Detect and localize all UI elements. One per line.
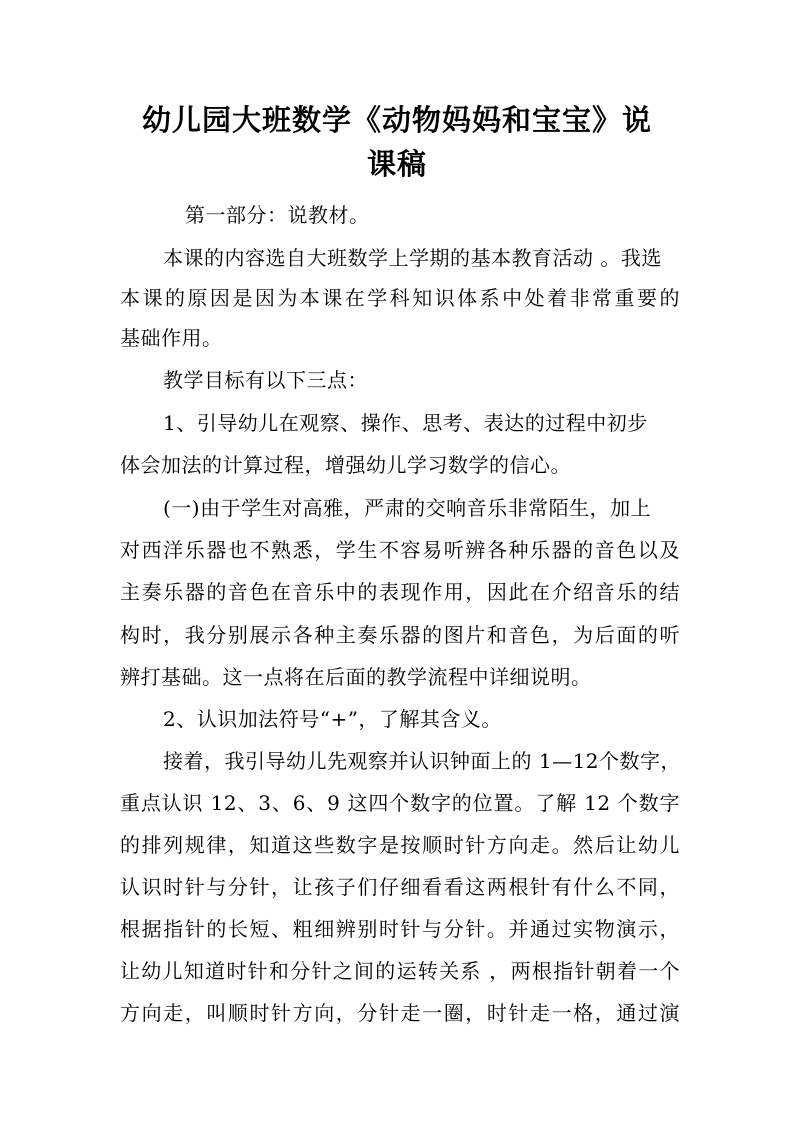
paragraph-line: 根据指针的长短、粗细辨别时针与分针。并通过实物演示， (120, 917, 680, 941)
section-heading: 第一部分：说教材。 (185, 203, 370, 227)
paragraph-line: 基础作用。 (120, 326, 223, 350)
paragraph-line: 重点认识 12、3、6、9 这四个数字的位置。了解 12 个数字 (120, 791, 680, 815)
paragraph-line: 1、引导幼儿在观察、操作、思考、表达的过程中初步 (163, 411, 648, 435)
paragraph-line: 本课的内容选自大班数学上学期的基本教育活动 。我选 (163, 246, 662, 270)
paragraph-line: 方向走，叫顺时针方向，分针走一圈，时针走一格，通过演 (120, 1001, 680, 1025)
paragraph-line: 接着，我引导幼儿先观察并认识钟面上的 1—12个数字， (163, 749, 682, 773)
paragraph-line: 的排列规律，知道这些数字是按顺时针方向走。然后让幼儿 (120, 833, 680, 857)
paragraph-line: 认识时针与分针，让孩子们仔细看看这两根针有什么不同， (120, 875, 680, 899)
paragraph-line: 体会加法的计算过程，增强幼儿学习数学的信心。 (120, 453, 571, 477)
paragraph-line: 构时，我分别展示各种主奏乐器的图片和音色，为后面的听 (120, 623, 680, 647)
paragraph-line: 对西洋乐器也不熟悉，学生不容易听辨各种乐器的音色以及 (120, 538, 680, 562)
paragraph-line: 教学目标有以下三点： (163, 368, 368, 392)
paragraph-line: 主奏乐器的音色在音乐中的表现作用，因此在介绍音乐的结 (120, 580, 680, 604)
paragraph-line: 本课的原因是因为本课在学科知识体系中处着非常重要的 (120, 286, 680, 310)
paragraph-line: 让幼儿知道时针和分针之间的运转关系 ，两根指针朝着一个 (120, 959, 680, 983)
paragraph-line: 辨打基础。这一点将在后面的教学流程中详细说明。 (120, 665, 592, 689)
document-title-line-2: 课稿 (366, 147, 427, 181)
paragraph-line: (一)由于学生对高雅，严肃的交响音乐非常陌生，加上 (163, 496, 652, 520)
paragraph-line: 2、认识加法符号“+”，了解其含义。 (163, 707, 502, 731)
document-title-line-1: 幼儿园大班数学《动物妈妈和宝宝》说 (141, 103, 652, 137)
